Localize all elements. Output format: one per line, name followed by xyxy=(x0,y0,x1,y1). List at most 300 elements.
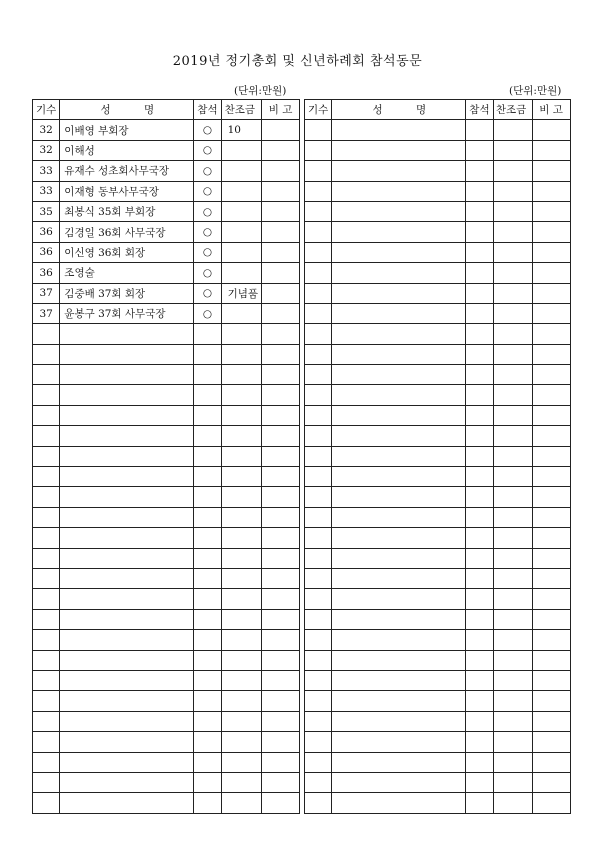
cell-name xyxy=(60,670,194,690)
cell-fund xyxy=(221,568,261,588)
table-row xyxy=(33,711,300,731)
cell-note xyxy=(532,324,570,344)
cell-gisu xyxy=(305,711,332,731)
table-row xyxy=(305,201,571,221)
cell-name xyxy=(60,568,194,588)
cell-gisu xyxy=(33,568,60,588)
cell-attend xyxy=(466,568,493,588)
table-row xyxy=(305,609,571,629)
cell-name xyxy=(332,385,466,405)
table-row xyxy=(305,426,571,446)
table-row xyxy=(305,467,571,487)
cell-attend xyxy=(466,120,493,140)
table-row xyxy=(33,487,300,507)
cell-fund xyxy=(493,548,532,568)
cell-gisu xyxy=(33,405,60,425)
cell-note xyxy=(262,120,300,140)
cell-name xyxy=(332,283,466,303)
cell-fund xyxy=(493,732,532,752)
cell-note xyxy=(262,691,300,711)
table-row xyxy=(305,691,571,711)
table-row xyxy=(33,263,300,283)
cell-fund xyxy=(221,772,261,792)
cell-note xyxy=(262,528,300,548)
cell-attend xyxy=(466,201,493,221)
cell-fund xyxy=(221,670,261,690)
cell-name xyxy=(60,446,194,466)
cell-note xyxy=(532,405,570,425)
cell-fund xyxy=(493,446,532,466)
cell-name xyxy=(332,528,466,548)
cell-attend xyxy=(194,589,221,609)
cell-fund xyxy=(221,303,261,323)
cell-attend xyxy=(466,548,493,568)
cell-gisu xyxy=(305,691,332,711)
cell-gisu xyxy=(33,609,60,629)
cell-fund xyxy=(493,222,532,242)
cell-fund xyxy=(221,528,261,548)
header-fund: 찬조금 xyxy=(221,100,261,120)
cell-name xyxy=(332,303,466,323)
cell-gisu xyxy=(305,507,332,527)
cell-name: 이재형 동부사무국장 xyxy=(60,181,194,201)
cell-fund xyxy=(221,222,261,242)
cell-note xyxy=(532,752,570,772)
cell-fund xyxy=(493,426,532,446)
cell-name xyxy=(332,609,466,629)
cell-gisu xyxy=(33,507,60,527)
cell-attend xyxy=(466,181,493,201)
cell-note xyxy=(262,201,300,221)
cell-attend xyxy=(466,385,493,405)
cell-name xyxy=(332,181,466,201)
cell-attend: ○ xyxy=(194,242,221,262)
header-attend: 참석 xyxy=(466,100,493,120)
table-row xyxy=(305,507,571,527)
cell-name xyxy=(60,691,194,711)
header-name xyxy=(332,100,466,120)
cell-name xyxy=(332,752,466,772)
cell-fund xyxy=(493,650,532,670)
cell-attend xyxy=(466,793,493,813)
table-row xyxy=(305,405,571,425)
cell-attend xyxy=(466,772,493,792)
cell-attend xyxy=(194,548,221,568)
cell-name xyxy=(60,507,194,527)
cell-attend xyxy=(194,650,221,670)
cell-name xyxy=(60,650,194,670)
table-row xyxy=(305,365,571,385)
table-row xyxy=(33,181,300,201)
cell-fund xyxy=(221,446,261,466)
table-row xyxy=(305,385,571,405)
cell-attend xyxy=(194,752,221,772)
cell-attend xyxy=(194,365,221,385)
cell-fund xyxy=(221,589,261,609)
cell-name xyxy=(332,324,466,344)
cell-name xyxy=(332,507,466,527)
table-row xyxy=(33,365,300,385)
cell-note xyxy=(532,283,570,303)
cell-name: 이신영 36회 회장 xyxy=(60,242,194,262)
cell-attend xyxy=(466,691,493,711)
cell-note xyxy=(532,140,570,160)
cell-attend: ○ xyxy=(194,263,221,283)
cell-note xyxy=(532,589,570,609)
cell-fund: 기념품 xyxy=(221,283,261,303)
unit-label-right: (단위:만원) xyxy=(509,85,562,97)
cell-gisu: 35 xyxy=(33,201,60,221)
cell-fund xyxy=(493,344,532,364)
cell-attend xyxy=(466,467,493,487)
cell-gisu xyxy=(33,670,60,690)
cell-gisu xyxy=(33,344,60,364)
cell-gisu xyxy=(305,405,332,425)
cell-name: 이배영 부회장 xyxy=(60,120,194,140)
cell-attend xyxy=(466,711,493,731)
cell-fund xyxy=(493,161,532,181)
cell-gisu xyxy=(305,487,332,507)
cell-name xyxy=(60,487,194,507)
table-header-row xyxy=(33,100,300,120)
cell-name xyxy=(332,630,466,650)
cell-fund xyxy=(493,487,532,507)
cell-gisu xyxy=(305,446,332,466)
cell-note xyxy=(532,528,570,548)
cell-fund xyxy=(493,120,532,140)
cell-fund xyxy=(493,528,532,548)
cell-attend xyxy=(194,385,221,405)
cell-gisu xyxy=(305,467,332,487)
cell-gisu: 32 xyxy=(33,140,60,160)
cell-note xyxy=(262,344,300,364)
cell-note xyxy=(532,365,570,385)
table-row xyxy=(305,283,571,303)
cell-attend xyxy=(466,446,493,466)
cell-name xyxy=(332,732,466,752)
cell-fund xyxy=(493,242,532,262)
cell-gisu xyxy=(305,548,332,568)
table-row xyxy=(305,732,571,752)
table-row xyxy=(33,650,300,670)
cell-gisu xyxy=(33,528,60,548)
cell-note xyxy=(262,405,300,425)
cell-fund xyxy=(493,589,532,609)
cell-gisu xyxy=(305,793,332,813)
cell-gisu xyxy=(33,589,60,609)
cell-name: 김중배 37회 회장 xyxy=(60,283,194,303)
cell-note xyxy=(262,507,300,527)
cell-gisu xyxy=(33,793,60,813)
cell-note xyxy=(532,507,570,527)
cell-name xyxy=(60,385,194,405)
table-row xyxy=(33,426,300,446)
table-row xyxy=(305,446,571,466)
cell-attend: ○ xyxy=(194,283,221,303)
cell-gisu xyxy=(33,630,60,650)
table-row xyxy=(305,711,571,731)
cell-fund xyxy=(493,283,532,303)
cell-name xyxy=(332,793,466,813)
cell-fund xyxy=(493,324,532,344)
attendee-table-left xyxy=(32,99,300,814)
cell-name xyxy=(332,670,466,690)
cell-gisu: 33 xyxy=(33,161,60,181)
cell-note xyxy=(262,446,300,466)
cell-note xyxy=(532,120,570,140)
cell-attend xyxy=(466,222,493,242)
cell-name xyxy=(332,161,466,181)
cell-attend xyxy=(194,793,221,813)
table-row xyxy=(33,161,300,181)
cell-gisu xyxy=(33,446,60,466)
cell-fund xyxy=(493,691,532,711)
table-row xyxy=(33,630,300,650)
cell-fund xyxy=(221,793,261,813)
header-fund: 찬조금 xyxy=(493,100,532,120)
cell-gisu xyxy=(33,650,60,670)
cell-note xyxy=(532,793,570,813)
cell-attend: ○ xyxy=(194,161,221,181)
cell-fund xyxy=(493,201,532,221)
cell-attend xyxy=(194,711,221,731)
cell-gisu xyxy=(305,344,332,364)
cell-gisu xyxy=(305,568,332,588)
cell-note xyxy=(532,711,570,731)
cell-attend xyxy=(194,405,221,425)
table-row xyxy=(33,324,300,344)
cell-name xyxy=(60,752,194,772)
cell-note xyxy=(262,630,300,650)
table-row xyxy=(305,181,571,201)
cell-note xyxy=(532,609,570,629)
table-row xyxy=(33,120,300,140)
table-row xyxy=(305,670,571,690)
cell-note xyxy=(262,548,300,568)
cell-fund xyxy=(221,467,261,487)
cell-fund xyxy=(493,507,532,527)
table-row xyxy=(305,528,571,548)
cell-gisu xyxy=(305,324,332,344)
cell-attend xyxy=(466,507,493,527)
document-title: 2019년 정기총회 및 신년하례회 참석동문 xyxy=(172,54,423,69)
cell-gisu xyxy=(33,548,60,568)
cell-name: 이해성 xyxy=(60,140,194,160)
cell-note xyxy=(532,732,570,752)
cell-name xyxy=(332,589,466,609)
cell-gisu xyxy=(305,650,332,670)
cell-fund xyxy=(221,650,261,670)
cell-attend xyxy=(466,670,493,690)
cell-attend xyxy=(194,528,221,548)
header-name-label: 성 명 xyxy=(372,104,427,117)
cell-name xyxy=(60,467,194,487)
cell-name xyxy=(60,426,194,446)
table-row xyxy=(33,793,300,813)
cell-gisu xyxy=(305,670,332,690)
cell-attend xyxy=(194,324,221,344)
cell-gisu xyxy=(33,487,60,507)
cell-name xyxy=(60,324,194,344)
cell-note xyxy=(262,650,300,670)
cell-attend: ○ xyxy=(194,120,221,140)
table-row xyxy=(305,242,571,262)
table-row xyxy=(33,242,300,262)
table-row xyxy=(305,161,571,181)
cell-name: 유재수 성초회사무국장 xyxy=(60,161,194,181)
cell-attend: ○ xyxy=(194,303,221,323)
cell-attend xyxy=(194,630,221,650)
cell-note xyxy=(532,161,570,181)
cell-note xyxy=(532,630,570,650)
cell-name xyxy=(60,589,194,609)
cell-gisu xyxy=(305,140,332,160)
cell-name xyxy=(60,630,194,650)
cell-name: 김경일 36회 사무국장 xyxy=(60,222,194,242)
cell-name: 조영술 xyxy=(60,263,194,283)
cell-fund xyxy=(493,752,532,772)
table-row xyxy=(33,467,300,487)
cell-fund xyxy=(221,263,261,283)
cell-fund xyxy=(221,324,261,344)
cell-note xyxy=(532,426,570,446)
cell-attend: ○ xyxy=(194,181,221,201)
cell-note xyxy=(262,242,300,262)
cell-gisu xyxy=(305,752,332,772)
cell-name xyxy=(332,772,466,792)
cell-attend xyxy=(466,365,493,385)
cell-fund xyxy=(221,161,261,181)
cell-attend xyxy=(466,650,493,670)
table-row xyxy=(33,446,300,466)
cell-attend xyxy=(194,344,221,364)
cell-name xyxy=(332,222,466,242)
cell-attend xyxy=(466,303,493,323)
cell-fund xyxy=(221,609,261,629)
cell-name xyxy=(332,120,466,140)
cell-fund xyxy=(493,568,532,588)
header-name xyxy=(60,100,194,120)
cell-attend: ○ xyxy=(194,140,221,160)
cell-fund xyxy=(493,385,532,405)
cell-name: 윤봉구 37회 사무국장 xyxy=(60,303,194,323)
cell-note xyxy=(532,650,570,670)
table-row xyxy=(305,772,571,792)
cell-note xyxy=(532,385,570,405)
cell-note xyxy=(532,201,570,221)
cell-gisu: 36 xyxy=(33,222,60,242)
cell-note xyxy=(262,365,300,385)
cell-note xyxy=(532,548,570,568)
cell-note xyxy=(262,283,300,303)
cell-name xyxy=(332,650,466,670)
cell-gisu xyxy=(305,609,332,629)
table-row xyxy=(305,222,571,242)
cell-attend xyxy=(466,630,493,650)
cell-name xyxy=(332,344,466,364)
header-name-label: 성 명 xyxy=(100,104,155,117)
cell-attend xyxy=(466,405,493,425)
cell-fund xyxy=(493,405,532,425)
cell-gisu xyxy=(33,732,60,752)
cell-name xyxy=(60,711,194,731)
table-row xyxy=(33,507,300,527)
cell-attend: ○ xyxy=(194,222,221,242)
table-row xyxy=(305,650,571,670)
cell-note xyxy=(532,263,570,283)
cell-name xyxy=(60,365,194,385)
cell-fund xyxy=(493,711,532,731)
cell-gisu: 37 xyxy=(33,283,60,303)
cell-fund xyxy=(493,140,532,160)
table-row xyxy=(33,568,300,588)
cell-gisu xyxy=(305,242,332,262)
cell-fund xyxy=(221,385,261,405)
table-row xyxy=(305,548,571,568)
cell-note xyxy=(262,589,300,609)
cell-name xyxy=(60,528,194,548)
cell-note xyxy=(262,670,300,690)
cell-note xyxy=(532,181,570,201)
cell-fund xyxy=(221,405,261,425)
cell-gisu xyxy=(305,528,332,548)
cell-gisu xyxy=(305,222,332,242)
cell-fund xyxy=(221,242,261,262)
cell-attend xyxy=(194,507,221,527)
cell-name xyxy=(332,365,466,385)
table-row xyxy=(305,303,571,323)
cell-attend xyxy=(466,752,493,772)
cell-gisu: 32 xyxy=(33,120,60,140)
table-row xyxy=(33,303,300,323)
cell-fund xyxy=(221,732,261,752)
table-row xyxy=(305,344,571,364)
cell-fund xyxy=(493,793,532,813)
cell-attend xyxy=(194,568,221,588)
cell-fund xyxy=(221,507,261,527)
cell-fund xyxy=(221,752,261,772)
cell-fund xyxy=(493,303,532,323)
cell-attend: ○ xyxy=(194,201,221,221)
cell-note xyxy=(262,732,300,752)
cell-name xyxy=(332,242,466,262)
cell-name xyxy=(332,548,466,568)
cell-gisu: 33 xyxy=(33,181,60,201)
cell-fund xyxy=(221,691,261,711)
cell-note xyxy=(262,793,300,813)
cell-name: 최봉식 35회 부회장 xyxy=(60,201,194,221)
cell-note xyxy=(532,772,570,792)
cell-gisu xyxy=(33,385,60,405)
table-row xyxy=(33,772,300,792)
cell-fund: 10 xyxy=(221,120,261,140)
cell-attend xyxy=(466,283,493,303)
cell-gisu xyxy=(305,365,332,385)
table-row xyxy=(305,120,571,140)
cell-note xyxy=(262,222,300,242)
cell-fund xyxy=(493,630,532,650)
cell-attend xyxy=(466,242,493,262)
cell-attend xyxy=(194,426,221,446)
cell-gisu xyxy=(33,324,60,344)
cell-fund xyxy=(493,772,532,792)
cell-fund xyxy=(493,670,532,690)
cell-note xyxy=(532,487,570,507)
attendee-table-right xyxy=(304,99,571,814)
cell-fund xyxy=(221,140,261,160)
cell-name xyxy=(332,487,466,507)
cell-note xyxy=(262,140,300,160)
